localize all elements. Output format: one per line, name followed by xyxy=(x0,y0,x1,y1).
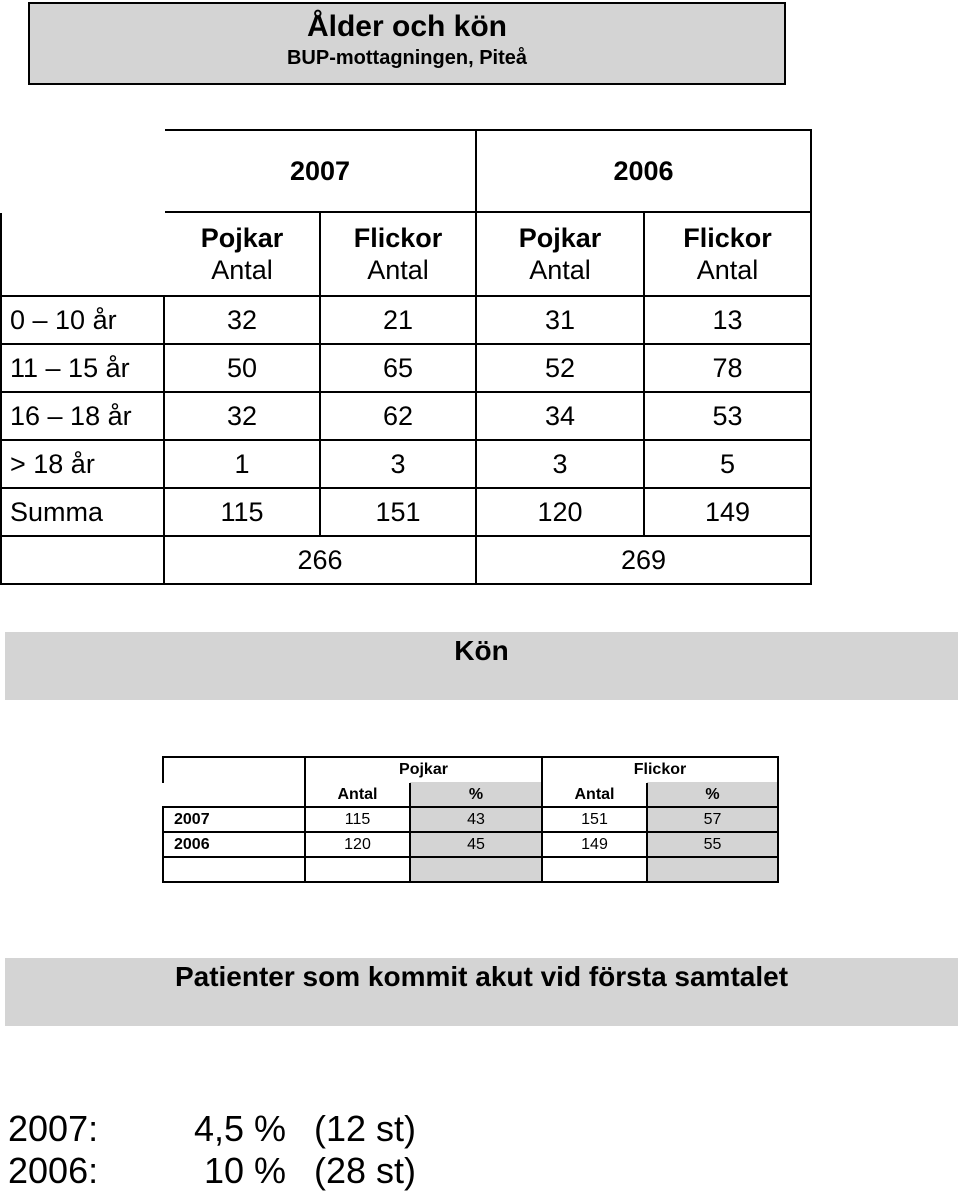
table-cell: 115 xyxy=(305,807,410,832)
row-label: Summa xyxy=(1,488,164,536)
table-cell: 3 xyxy=(320,440,476,488)
table-row xyxy=(163,832,778,857)
table-cell: 50 xyxy=(164,344,320,392)
table-row xyxy=(1,344,811,392)
year-header: 2007 xyxy=(164,130,476,212)
table-row xyxy=(1,392,811,440)
column-header: Pojkar Antal xyxy=(476,212,644,296)
table-cell: 120 xyxy=(305,832,410,857)
subheader: % xyxy=(647,782,778,807)
page-title: Ålder och kön xyxy=(306,10,508,43)
table-cell: 1 xyxy=(164,440,320,488)
column-header-row xyxy=(1,212,811,296)
total-cell: 266 xyxy=(164,536,476,584)
table-cell: 45 xyxy=(410,832,542,857)
acute-percent: 4,5 % xyxy=(193,1108,286,1149)
table-cell: 13 xyxy=(644,296,811,344)
table-cell: 55 xyxy=(647,832,778,857)
title-box xyxy=(28,2,786,85)
table-cell: 78 xyxy=(644,344,811,392)
acute-count: (28 st) xyxy=(314,1150,417,1191)
subheader: % xyxy=(410,782,542,807)
table-cell: 115 xyxy=(164,488,320,536)
acute-count: (12 st) xyxy=(314,1108,417,1149)
section-heading-kon: Kön xyxy=(5,632,958,700)
table-cell: 3 xyxy=(476,440,644,488)
row-label: 2006 xyxy=(163,832,305,857)
age-sex-table xyxy=(0,129,812,585)
table-cell: 151 xyxy=(320,488,476,536)
table-cell: 32 xyxy=(164,392,320,440)
section-heading-acute: Patienter som kommit akut vid första samtalet xyxy=(5,958,958,1026)
table-cell: 62 xyxy=(320,392,476,440)
table-cell: 149 xyxy=(542,832,647,857)
table-cell: 151 xyxy=(542,807,647,832)
table-cell: 31 xyxy=(476,296,644,344)
table-cell: 32 xyxy=(164,296,320,344)
column-header: Pojkar Antal xyxy=(164,212,320,296)
column-header: Flickor Antal xyxy=(644,212,811,296)
group-header-row xyxy=(163,757,778,782)
table-row xyxy=(163,807,778,832)
row-label: > 18 år xyxy=(1,440,164,488)
row-label: 16 – 18 år xyxy=(1,392,164,440)
subheader: Antal xyxy=(542,782,647,807)
table-row-empty xyxy=(163,857,778,882)
table-row xyxy=(1,440,811,488)
acute-year: 2007: xyxy=(8,1108,99,1149)
table-cell: 57 xyxy=(647,807,778,832)
row-label: 0 – 10 år xyxy=(1,296,164,344)
row-label: 2007 xyxy=(163,807,305,832)
group-header: Pojkar xyxy=(305,757,542,782)
table-cell: 21 xyxy=(320,296,476,344)
acute-year: 2006: xyxy=(8,1150,99,1191)
table-cell: 52 xyxy=(476,344,644,392)
summary-row xyxy=(1,488,811,536)
total-row xyxy=(1,536,811,584)
page-subtitle: BUP-mottagningen, Piteå xyxy=(286,47,527,69)
group-header: Flickor xyxy=(542,757,778,782)
acute-line xyxy=(8,1108,416,1150)
table-cell: 120 xyxy=(476,488,644,536)
total-cell: 269 xyxy=(476,536,811,584)
row-label: 11 – 15 år xyxy=(1,344,164,392)
table-cell: 5 xyxy=(644,440,811,488)
subheader-row xyxy=(163,782,778,807)
table-row xyxy=(1,296,811,344)
kon-table xyxy=(162,756,779,883)
subheader: Antal xyxy=(305,782,410,807)
table-cell: 43 xyxy=(410,807,542,832)
year-header: 2006 xyxy=(476,130,811,212)
table-cell: 149 xyxy=(644,488,811,536)
table-cell: 65 xyxy=(320,344,476,392)
table-cell: 53 xyxy=(644,392,811,440)
year-header-row xyxy=(1,130,811,212)
acute-line xyxy=(8,1150,416,1192)
column-header: Flickor Antal xyxy=(320,212,476,296)
acute-percent: 10 % xyxy=(203,1150,286,1191)
table-cell: 34 xyxy=(476,392,644,440)
